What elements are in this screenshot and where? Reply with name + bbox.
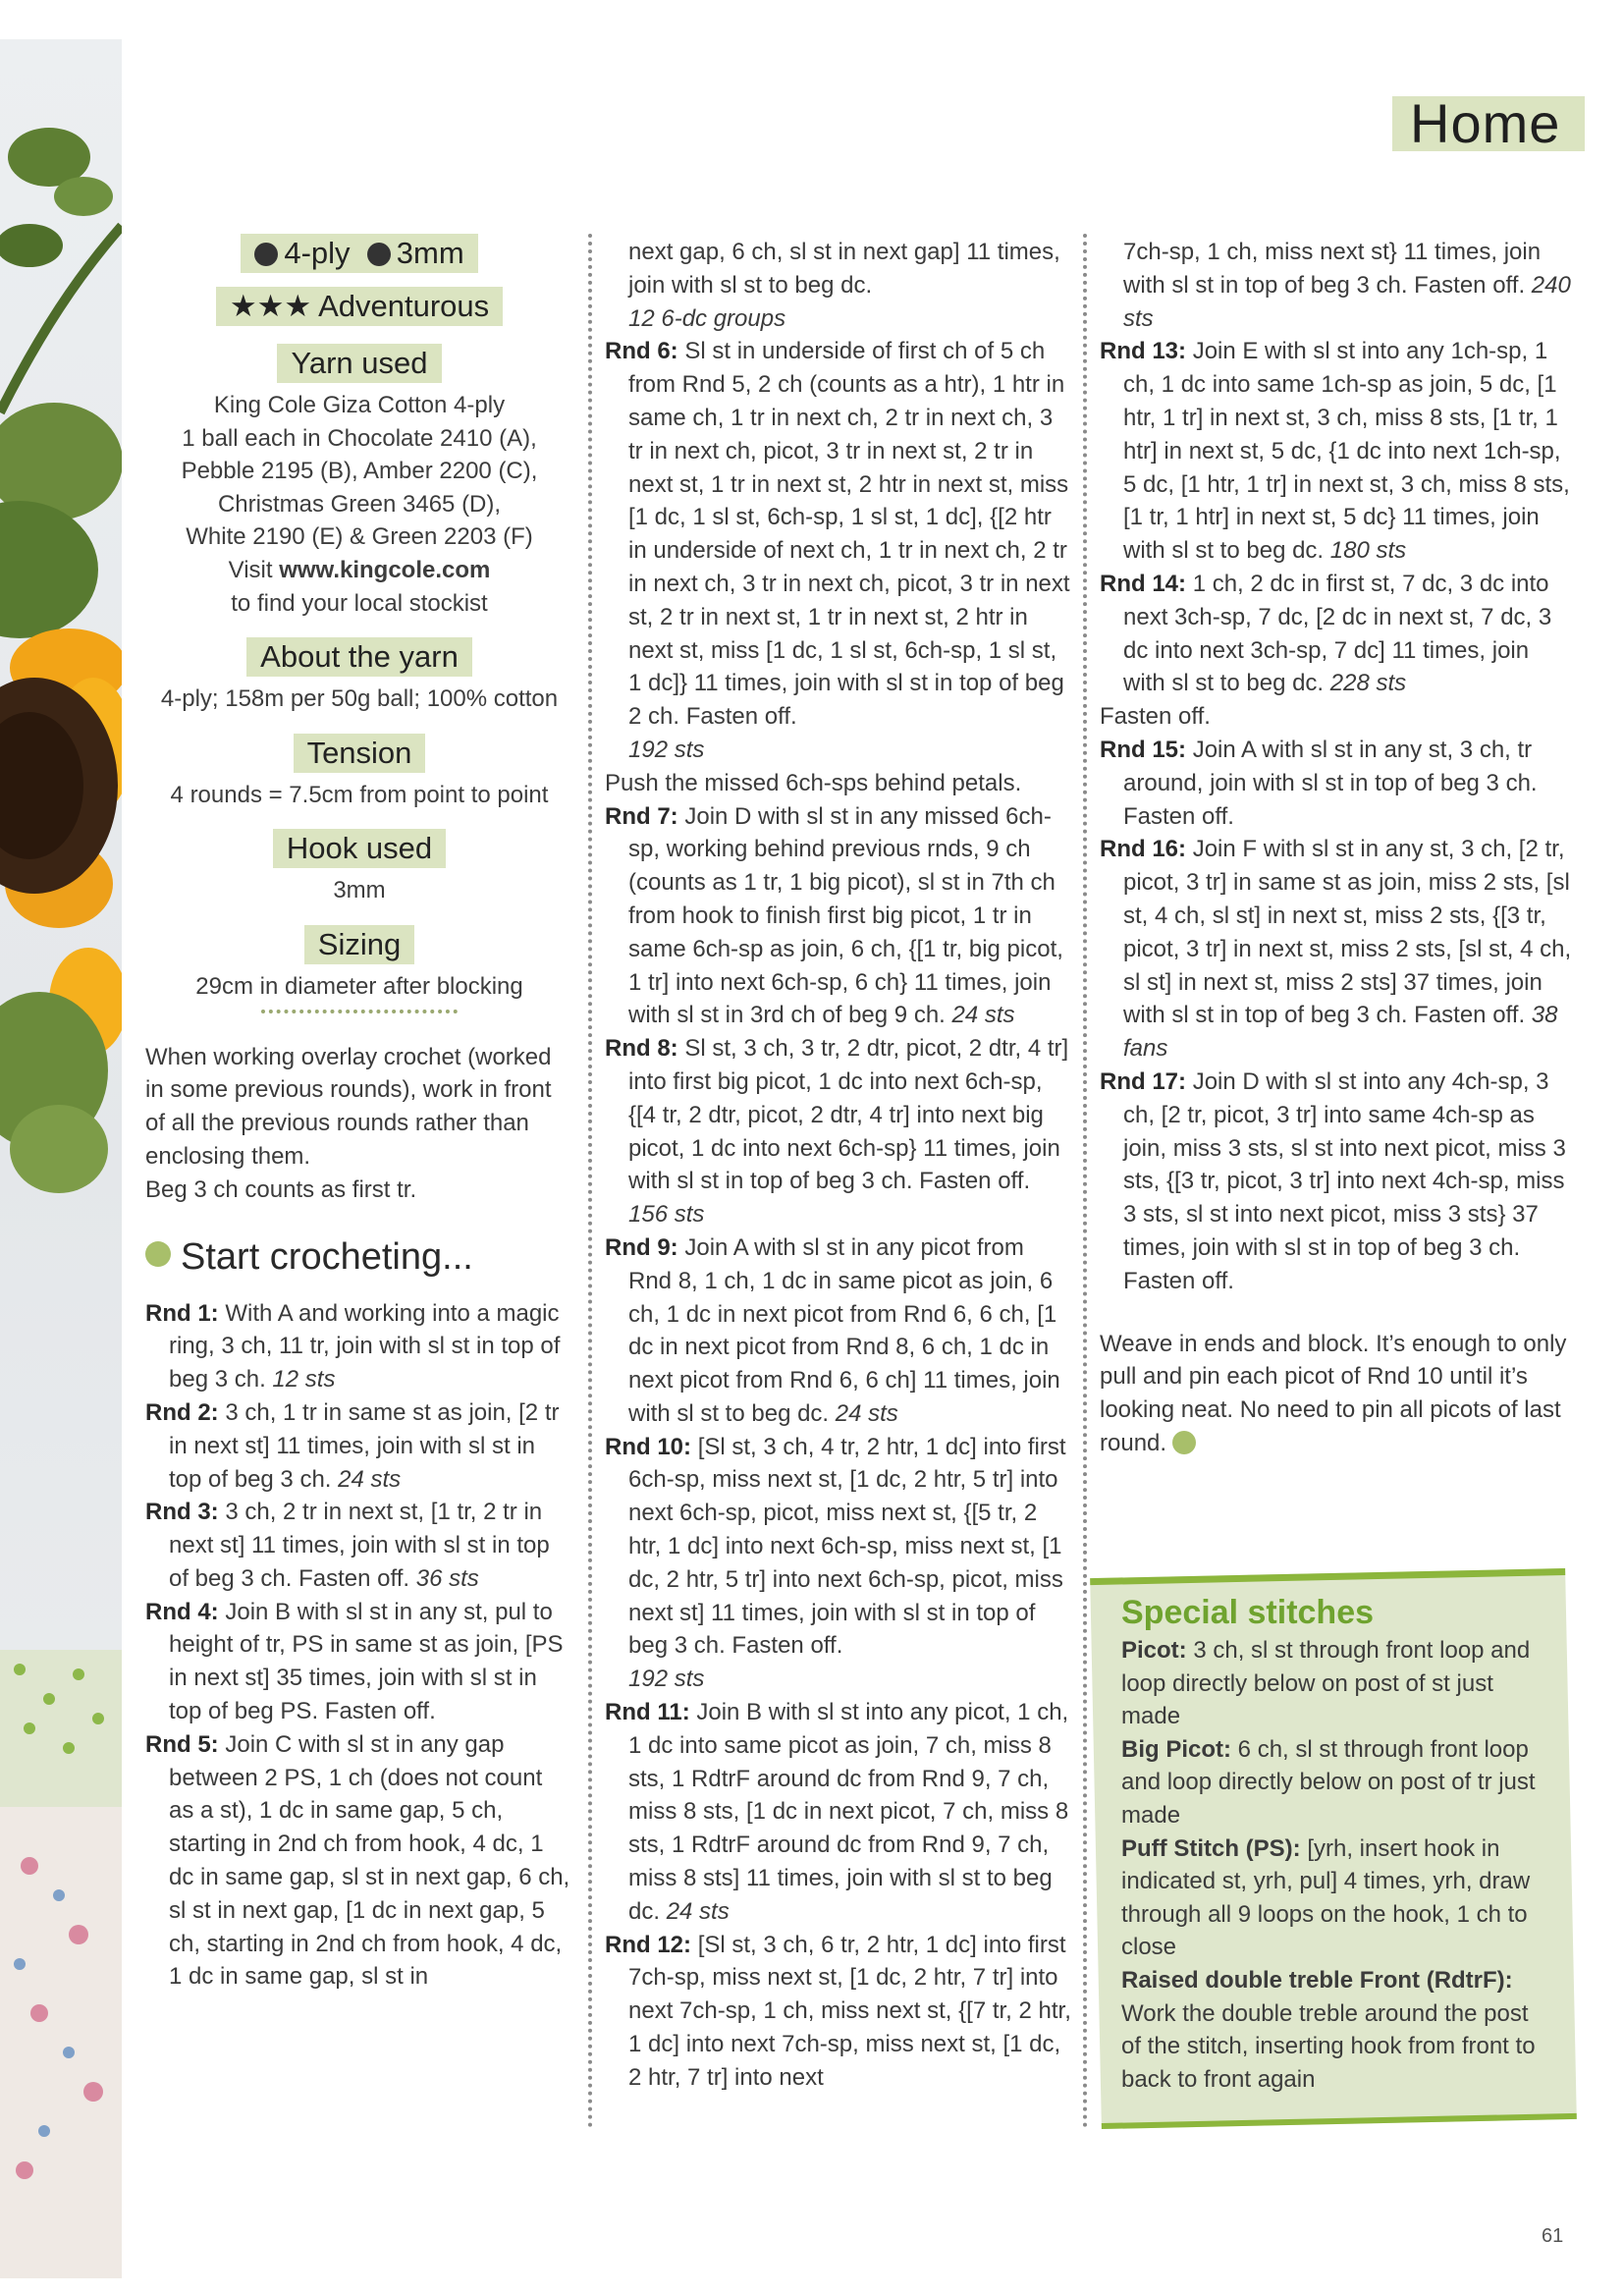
round-8: Rnd 8: Sl st, 3 ch, 3 tr, 2 dtr, picot, 2 dtr, 4 tr] into first big picot, 1 dc into next 6ch-sp, {[4 tr, 2 dtr, picot, 2 dtr, 4 tr] into next big picot, 1 dc into next 6ch-sp} 11 times, join with sl st in top of beg 3 ch. Fasten off. 156 sts (605, 1035, 1069, 1229)
section-tag-label: Home (1410, 92, 1561, 154)
difficulty-label: Adventurous (318, 289, 490, 323)
beg-note: Beg 3 ch counts as first tr. (145, 1175, 417, 1203)
stitch-rdtrf: Raised double treble Front (RdtrF): Work the double treble around the post of the stitch, inserting hook from front to back to front again (1121, 1966, 1536, 2093)
yarn-list (145, 389, 573, 620)
yarn-line: Christmas Green 3465 (D), (217, 490, 502, 518)
hook-icon (367, 243, 391, 266)
stitch-puff: Puff Stitch (PS): [yrh, insert hook in indicated st, yrh, pul] 4 times, yrh, draw through all 9 loops on the hook, 1 ch to close (1121, 1834, 1531, 1961)
round-12: Rnd 12: [Sl st, 3 ch, 6 tr, 2 htr, 1 dc] into first 7ch-sp, miss next st, [1 dc, 2 htr, 7 tr] into next 7ch-sp, 1 ch, miss next st, {[7 tr, 2 htr, 1 dc] into next 7ch-sp, miss next st, [1 dc, 2 htr, 7 tr] into next (605, 1931, 1071, 2091)
yarn-ball-icon (254, 243, 278, 266)
hook-badge-value: 3mm (396, 236, 464, 270)
visit-line (145, 554, 573, 587)
dotted-divider (261, 1010, 458, 1013)
round-14-fasten: Fasten off. (1100, 703, 1211, 731)
round-2: Rnd 2: 3 ch, 1 tr in same st as join, [2 tr in next st] 11 times, join with sl st in top of beg 3 ch. 24 sts (145, 1398, 560, 1493)
end-ball-icon (1172, 1431, 1196, 1454)
weight-hook-badge (241, 234, 477, 273)
round-7: Rnd 7: Join D with sl st in any missed 6ch-sp, working behind previous rnds, 9 ch (counts as 1 tr, 1 big picot), sl st in 7th ch from hook to finish first big picot, 1 tr in same 6ch-sp as join, 6 ch, {[1 tr, big picot, 1 tr] into next 6ch-sp, 6 ch} 11 times, join with sl st in 3rd ch of beg 9 ch. 24 sts (605, 802, 1063, 1029)
round-11: Rnd 11: Join B with sl st into any picot, 1 ch, 1 dc into same picot as join, 7 ch, miss 8 sts, 1 RdtrF around dc from Rnd 9, 7 ch, miss 8 sts, [1 dc in next picot, 7 ch, miss 8 sts, 1 RdtrF around dc from Rnd 9, 7 ch, miss 8 sts] 11 times, join with sl st to beg dc. 24 sts (605, 1699, 1069, 1925)
round-5-continued: next gap, 6 ch, sl st in next gap] 11 times, join with sl st to beg dc. 12 6-dc groups (628, 239, 1060, 332)
column-3 (1100, 236, 1573, 1460)
sizing-text: 29cm in diameter after blocking (195, 972, 523, 1000)
yarn-heading: Yarn used (277, 344, 441, 383)
column-divider (588, 234, 592, 2129)
visit-prefix: Visit (228, 556, 280, 583)
sizing-heading: Sizing (304, 925, 414, 964)
difficulty-badge (216, 287, 503, 326)
column-1 (145, 236, 573, 1994)
push-note: Push the missed 6ch-sps behind petals. (605, 769, 1022, 796)
about-text: 4-ply; 158m per 50g ball; 100% cotton (160, 685, 559, 713)
overlay-note: When working overlay crochet (worked in some previous rounds), work in front of all the previous rounds rather than enclosing them. (145, 1043, 552, 1170)
start-heading-text: Start crocheting... (181, 1235, 473, 1278)
special-stitches-box (1121, 1593, 1553, 2096)
weight-value: 4-ply (284, 236, 351, 270)
round-10: Rnd 10: [Sl st, 3 ch, 4 tr, 2 htr, 1 dc] into first 6ch-sp, miss next st, [1 dc, 2 htr, 5 tr] into next 6ch-sp, picot, miss next st, {[5 tr, 2 htr, 1 dc] into next 6ch-sp, miss next st, [1 dc, 2 htr, 5 tr] into next 6ch-sp, picot, miss next st] 11 times, join with sl st in top of beg 3 ch. Fasten off. 192 sts (605, 1433, 1066, 1693)
round-15: Rnd 15: Join A with sl st in any st, 3 ch, tr around, join with sl st in top of beg 3 ch. Fasten off. (1100, 736, 1538, 830)
round-6: Rnd 6: Sl st in underside of first ch of 5 ch from Rnd 5, 2 ch (counts as a htr), 1 htr in same ch, 1 tr in next ch, 2 tr in next ch, 3 tr in next ch, picot, 3 tr in next st, 2 tr in next st, 1 tr in next st, 2 htr in next st, miss [1 dc, 1 sl st, 6ch-sp, 1 sl st, 1 dc], {[2 htr in underside of next ch, 1 tr in next ch, 2 tr in next ch, 3 tr in next ch, picot, 3 tr in next st, 2 tr in next st, 1 tr in next st, 2 htr in next st, miss [1 dc, 1 sl st, 6ch-sp, 1 sl st, 1 dc]} 11 times, join with sl st in top of beg 2 ch. Fasten off. 192 sts (605, 338, 1070, 763)
round-9: Rnd 9: Join A with sl st in any picot from Rnd 8, 1 ch, 1 dc in same picot as join, 6 ch, 1 dc in next picot from Rnd 6, 6 ch, [1 dc in next picot from Rnd 8, 6 ch, 1 dc in next picot from Rnd 6, 6 ch] 11 times, join with sl st to beg dc. 24 sts (605, 1233, 1060, 1427)
section-tag (1392, 92, 1585, 154)
tension-heading: Tension (294, 734, 426, 773)
stitch-picot: Picot: 3 ch, sl st through front loop and loop directly below on post of st just made (1121, 1637, 1531, 1730)
difficulty-stars: ★★★ (229, 289, 312, 323)
round-13: Rnd 13: Join E with sl st into any 1ch-sp, 1 ch, 1 dc into same 1ch-sp as join, 5 dc, [1 htr, 1 tr] in next st, 3 ch, miss 8 sts, [1 tr, 1 htr] in next st, 5 dc, {1 dc into next 1ch-sp, 5 dc, [1 htr, 1 tr] in next st, 3 ch, miss 8 sts, [1 tr, 1 htr] in next st, 5 dc} 11 times, join with sl st to beg dc. 180 sts (1100, 338, 1570, 565)
round-3: Rnd 3: 3 ch, 2 tr in next st, [1 tr, 2 tr in next st] 11 times, join with sl st in top of beg 3 ch. Fasten off. 36 sts (145, 1499, 550, 1592)
yarn-line: White 2190 (E) & Green 2203 (F) (186, 523, 533, 551)
special-stitches-heading: Special stitches (1121, 1594, 1375, 1631)
yarn-line: King Cole Giza Cotton 4-ply (213, 392, 506, 418)
tension-text: 4 rounds = 7.5cm from point to point (170, 781, 549, 808)
round-4: Rnd 4: Join B with sl st in any st, pul to height of tr, PS in same st as join, [PS in next st] 35 times, join with sl st in top of beg PS. Fasten off. (145, 1598, 564, 1725)
column-divider (1083, 234, 1087, 2129)
finishing-text: Weave in ends and block. It’s enough to only pull and pin each picot of Rnd 10 until it’s looking neat. No need to pin all picots of last round. (1100, 1330, 1567, 1456)
decorative-photo-strip (0, 39, 122, 2278)
page-number: 61 (1542, 2225, 1564, 2247)
yarn-line: Pebble 2195 (B), Amber 2200 (C), (181, 458, 538, 485)
info-panel (145, 236, 573, 1013)
yarn-line: 1 ball each in Chocolate 2410 (A), (182, 424, 537, 452)
round-14: Rnd 14: 1 ch, 2 dc in first st, 7 dc, 3 dc into next 3ch-sp, 7 dc, [2 dc in next st, 7 dc, 3 dc into next 3ch-sp, 7 dc] 11 times, join with sl st to beg dc. 228 sts (1100, 570, 1552, 697)
round-5: Rnd 5: Join C with sl st in any gap between 2 PS, 1 ch (does not count as a st), 1 dc in same gap, 5 ch, starting in 2nd ch from hook, 4 dc, 1 dc in same gap, sl st in next gap, 6 ch, sl st in next gap, [1 dc in next gap, 5 ch, starting in 2nd ch from hook, 4 dc, 1 dc in same gap, sl st in (145, 1730, 570, 1991)
about-heading: About the yarn (246, 637, 472, 677)
kingcole-link[interactable]: www.kingcole.com (279, 556, 491, 583)
round-12-continued: 7ch-sp, 1 ch, miss next st} 11 times, join with sl st in top of beg 3 ch. Fasten off. 240 sts (1123, 239, 1571, 332)
pattern-rounds-1 (145, 1297, 573, 1995)
start-heading (145, 1234, 573, 1280)
yarn-ball-icon (145, 1241, 171, 1267)
round-1: Rnd 1: With A and working into a magic ring, 3 ch, 11 tr, join with sl st in top of beg 3 ch. 12 sts (145, 1299, 561, 1394)
intro-notes (145, 1041, 573, 1207)
stitch-big-picot: Big Picot: 6 ch, sl st through front loop and loop directly below on post of tr just made (1121, 1735, 1536, 1829)
hook-text: 3mm (333, 877, 386, 904)
round-17: Rnd 17: Join D with sl st into any 4ch-sp, 3 ch, [2 tr, picot, 3 tr] into same 4ch-sp as join, miss 3 sts, sl st into next picot, miss 3 sts, {[3 tr, picot, 3 tr] into next 4ch-sp, miss 3 sts, sl st into next picot, miss 3 sts} 37 times, join with sl st in top of beg 3 ch. Fasten off. (1100, 1067, 1566, 1294)
sunflower-photo (0, 39, 122, 2278)
visit-suffix: to find your local stockist (231, 589, 488, 617)
hook-heading: Hook used (273, 829, 446, 868)
column-2 (605, 236, 1071, 2095)
round-16: Rnd 16: Join F with sl st in any st, 3 ch, [2 tr, picot, 3 tr] in same st as join, miss 2 sts, [sl st, 4 ch, sl st] in next st, miss 2 sts, {[3 tr, picot, 3 tr] in next st, miss 2 sts, [sl st, 4 ch, sl st] in next st, miss 2 sts] 37 times, join with sl st in top of beg 3 ch. Fasten off. 38 fans (1100, 836, 1572, 1063)
